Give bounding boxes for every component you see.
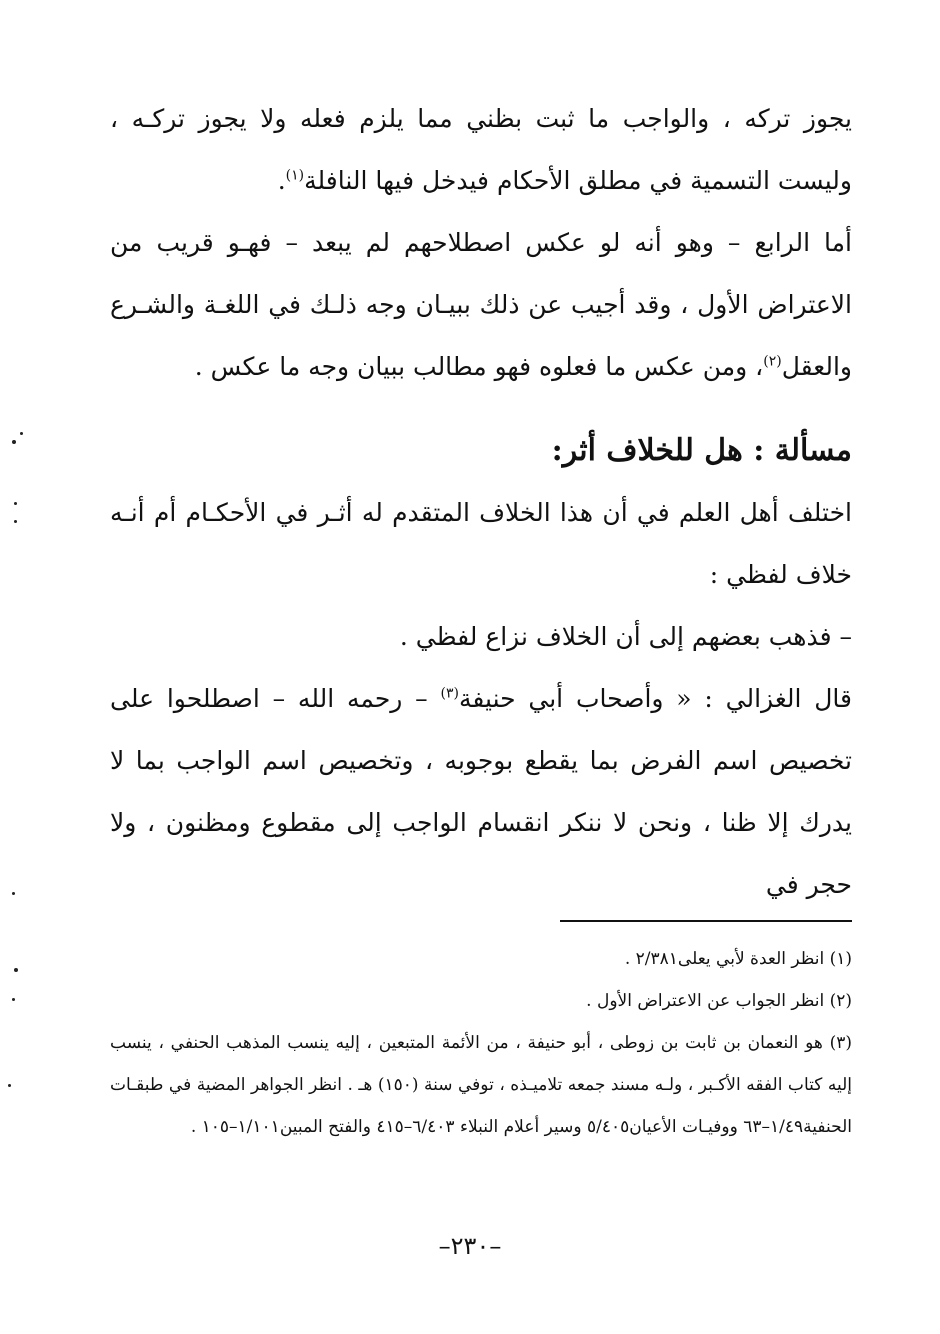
scan-speck	[8, 1084, 11, 1087]
paragraph-4: – فذهب بعضهم إلى أن الخلاف نزاع لفظي .	[399, 622, 852, 651]
paragraph-5-cont: – رحمه الله – اصطلحوا على تخصيص اسم الفرض بما يقطع بوجوبه ، وتخصيص اسم الواجب بما لا يدرك إلا ظنا ، ونحن لا ننكر انقسام الواجب إلى مقطوع ومظنون ، ولا حجر في	[110, 684, 852, 899]
paragraph-1-text: يجوز تركه ، والواجب ما ثبت بظني مما يلزم فعله ولا يجوز تركـه ، وليست التسمية في مطلق الأحكام فيدخل فيها النافلة	[110, 104, 852, 195]
footnotes	[110, 938, 852, 1148]
scan-speck	[20, 432, 23, 435]
page-number: –٢٣٠–	[438, 1232, 502, 1260]
paragraph-3: اختلف أهل العلم في أن هذا الخلاف المتقدم له أثـر في الأحكـام أم أنـه خلاف لفظي :	[110, 498, 852, 589]
paragraph-2-text: أما الرابع – وهو أنه لو عكس اصطلاحهم لم يبعد – فهـو قريب من الاعتراض الأول ، وقد أجيب عن ذلك ببيـان وجه ذلـك في اللغـة والشـرع والعقل	[110, 228, 852, 381]
paragraph-1	[110, 88, 852, 212]
scan-speck	[14, 968, 18, 972]
paragraph-5	[110, 668, 894, 916]
footnote-ref-1: (١)	[285, 167, 305, 184]
scan-speck	[14, 502, 17, 505]
paragraph-2	[110, 212, 894, 398]
scan-speck	[12, 998, 15, 1001]
paragraph-1-end: .	[277, 166, 286, 195]
footnote-ref-3: (٣)	[440, 685, 459, 702]
scan-speck	[12, 892, 15, 895]
footnote-separator	[560, 920, 852, 922]
footnote-3: (٣) هو النعمان بن ثابت بن زوطى ، أبو حنيفة ، من الأئمة المتبعين ، إليه ينسب المذهب الحنفي ، ينسب إليه كتاب الفقه الأكـبر ، ولـه مسند جمعه تلاميـذه ، توفي سنة (١٥٠) هـ . انظر الجواهر المضية في طبقـات الحنفية١/٤٩–٦٣ ووفيـات الأعيان٥/٤٠٥ وسير أعلام النبلاء ٦/٤٠٣–٤١٥ والفتح المبين١/١٠١–١٠٥ .	[110, 1033, 852, 1137]
scan-speck	[14, 520, 17, 523]
scan-speck	[12, 440, 16, 444]
footnote-1: (١) انظر العدة لأبي يعلى٢/٣٨١ .	[624, 949, 852, 969]
footnote-ref-2: (٢)	[763, 353, 782, 370]
paragraph-5-text: قال الغزالي : « وأصحاب أبي حنيفة	[458, 684, 852, 713]
footnote-2: (٢) انظر الجواب عن الاعتراض الأول .	[586, 991, 852, 1011]
paragraph-2-end: ، ومن عكس ما فعلوه فهو مطالب ببيان وجه ما عكس .	[194, 352, 764, 381]
section-heading: مسألة : هل للخلاف أثر:	[551, 433, 852, 468]
